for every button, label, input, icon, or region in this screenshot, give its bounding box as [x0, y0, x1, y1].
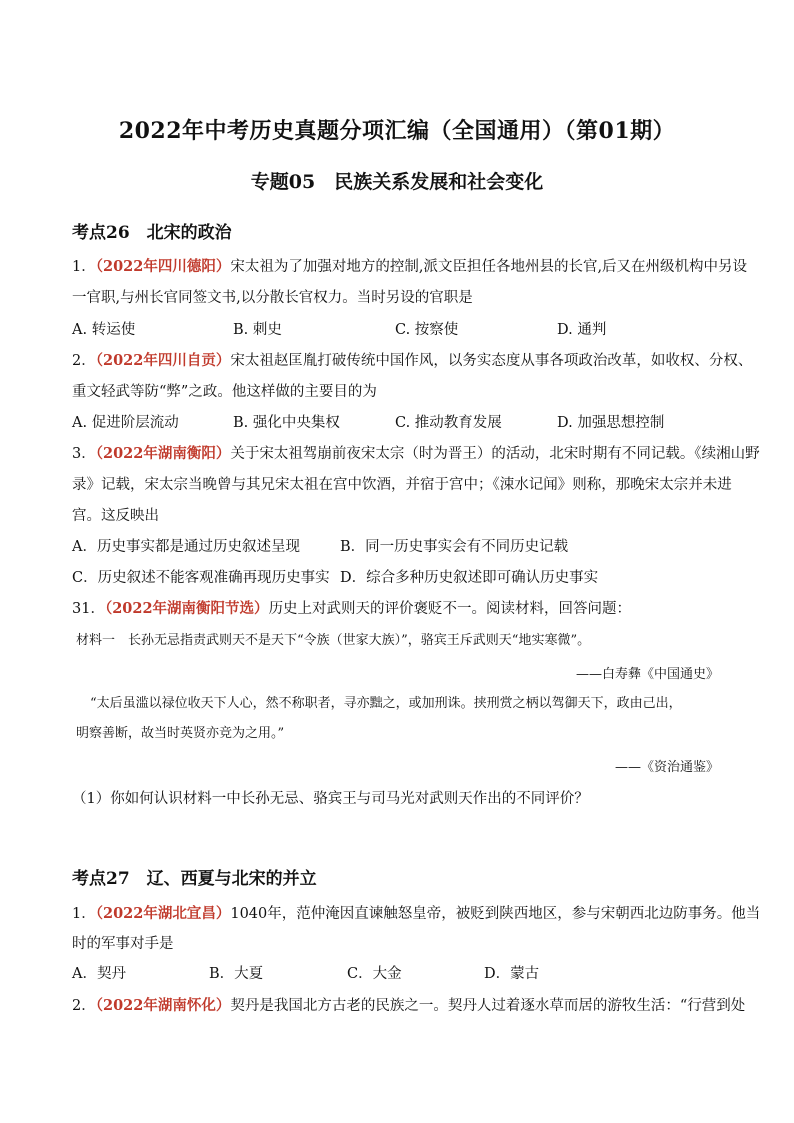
- option-d: D．综合多种历史叙述即可确认历史事实: [340, 570, 599, 586]
- doc-subtitle: 专题05 民族关系发展和社会变化: [250, 171, 544, 193]
- question-source: （2022年湖南衡阳）: [95, 445, 231, 462]
- material-1-citation: ——白寿彝《中国通史》: [575, 667, 719, 682]
- option-c: C．大金: [347, 966, 402, 982]
- question-2-line-1: [72, 351, 752, 371]
- question-27-1-line-1: [72, 904, 760, 924]
- material-1: 材料一 长孙无忌指责武则天不是天下“令族（世家大族）”，骆宾王斥武则天“地实寒微”。: [76, 633, 591, 648]
- option-c: C. 推动教育发展: [395, 415, 502, 431]
- section-heading-26: 考点26 北宋的政治: [72, 223, 232, 243]
- material-2-line-2: 明察善断，故当时英贤亦竞为之用。”: [76, 726, 285, 741]
- question-number: 1．: [72, 259, 96, 275]
- option-d: D．蒙古: [484, 966, 540, 982]
- question-3-line-3: 宫。这反映出: [72, 508, 159, 524]
- question-text: 宋太祖赵匡胤打破传统中国作风，以务实态度从事各项政治改革，如收权、分权、: [230, 353, 753, 369]
- question-3-line-1: [72, 444, 760, 464]
- section-heading-27: 考点27 辽、西夏与北宋的并立: [72, 869, 317, 889]
- question-source: （2022年四川德阳）: [95, 258, 231, 275]
- question-source: （2022年湖南怀化）: [95, 997, 231, 1014]
- question-text: 1040年，范仲淹因直谏触怒皇帝，被贬到陕西地区，参与宋朝西北边防事务。他当: [230, 906, 761, 922]
- question-text: 宋太祖为了加强对地方的控制,派文臣担任各地州县的长官,后又在州级机构中另设: [230, 259, 748, 275]
- question-31-line-1: [72, 599, 631, 619]
- option-d: D. 加强思想控制: [557, 415, 665, 431]
- question-number: 1．: [72, 906, 96, 922]
- question-source: （2022年四川自贡）: [95, 352, 231, 369]
- question-1-line-1: [72, 257, 747, 277]
- option-a: A. 促进阶层流动: [72, 415, 179, 431]
- option-b: B．大夏: [209, 966, 264, 982]
- question-source: （2022年湖南衡阳节选）: [104, 600, 269, 617]
- question-27-2-line-1: [72, 996, 745, 1016]
- question-text: 关于宋太祖驾崩前夜宋太宗（时为晋王）的活动，北宋时期有不同记载。《续湘山野: [230, 446, 760, 462]
- question-source: （2022年湖北宜昌）: [95, 905, 231, 922]
- option-a: A．历史事实都是通过历史叙述呈现: [72, 539, 300, 555]
- question-number: 2．: [72, 998, 96, 1014]
- doc-title: 2022年中考历史真题分项汇编（全国通用）（第01期）: [118, 118, 676, 144]
- question-1-line-2: 一官职,与州长官同签文书,以分散长官权力。当时另设的官职是: [72, 290, 473, 306]
- question-text: 历史上对武则天的评价褒贬不一。阅读材料，回答问题：: [268, 601, 632, 617]
- option-c: C．历史叙述不能客观准确再现历史事实: [72, 570, 330, 586]
- option-a: A．契丹: [72, 966, 126, 982]
- question-27-1-line-2: 时的军事对手是: [72, 936, 174, 952]
- material-2-citation: ——《资治通鉴》: [614, 760, 719, 775]
- question-text: 契丹是我国北方古老的民族之一。契丹人过着逐水草而居的游牧生活：“行营到处: [230, 998, 746, 1014]
- option-b: B. 刺史: [233, 322, 282, 338]
- option-b: B. 强化中央集权: [233, 415, 340, 431]
- question-number: 31．: [72, 601, 105, 617]
- question-number: 3．: [72, 446, 96, 462]
- option-b: B．同一历史事实会有不同历史记载: [340, 539, 569, 555]
- question-number: 2．: [72, 353, 96, 369]
- question-3-line-2: 录》记载，宋太宗当晚曾与其兄宋太祖在宫中饮酒，并宿于宫中；《涑水记闻》则称，那晚宋太宗并未进: [72, 477, 732, 493]
- question-31-sub-1: （1）你如何认识材料一中长孙无忌、骆宾王与司马光对武则天作出的不同评价？: [72, 791, 589, 807]
- option-c: C. 按察使: [395, 322, 459, 338]
- option-a: A. 转运使: [72, 322, 136, 338]
- material-2-line-1: “太后虽滥以禄位收天下人心，然不称职者，寻亦黜之，或加刑诛。挟刑赏之柄以驾御天下，政由己出，: [90, 696, 682, 711]
- option-d: D. 通判: [557, 322, 607, 338]
- question-2-line-2: 重文轻武等防“弊”之政。他这样做的主要目的为: [72, 384, 377, 400]
